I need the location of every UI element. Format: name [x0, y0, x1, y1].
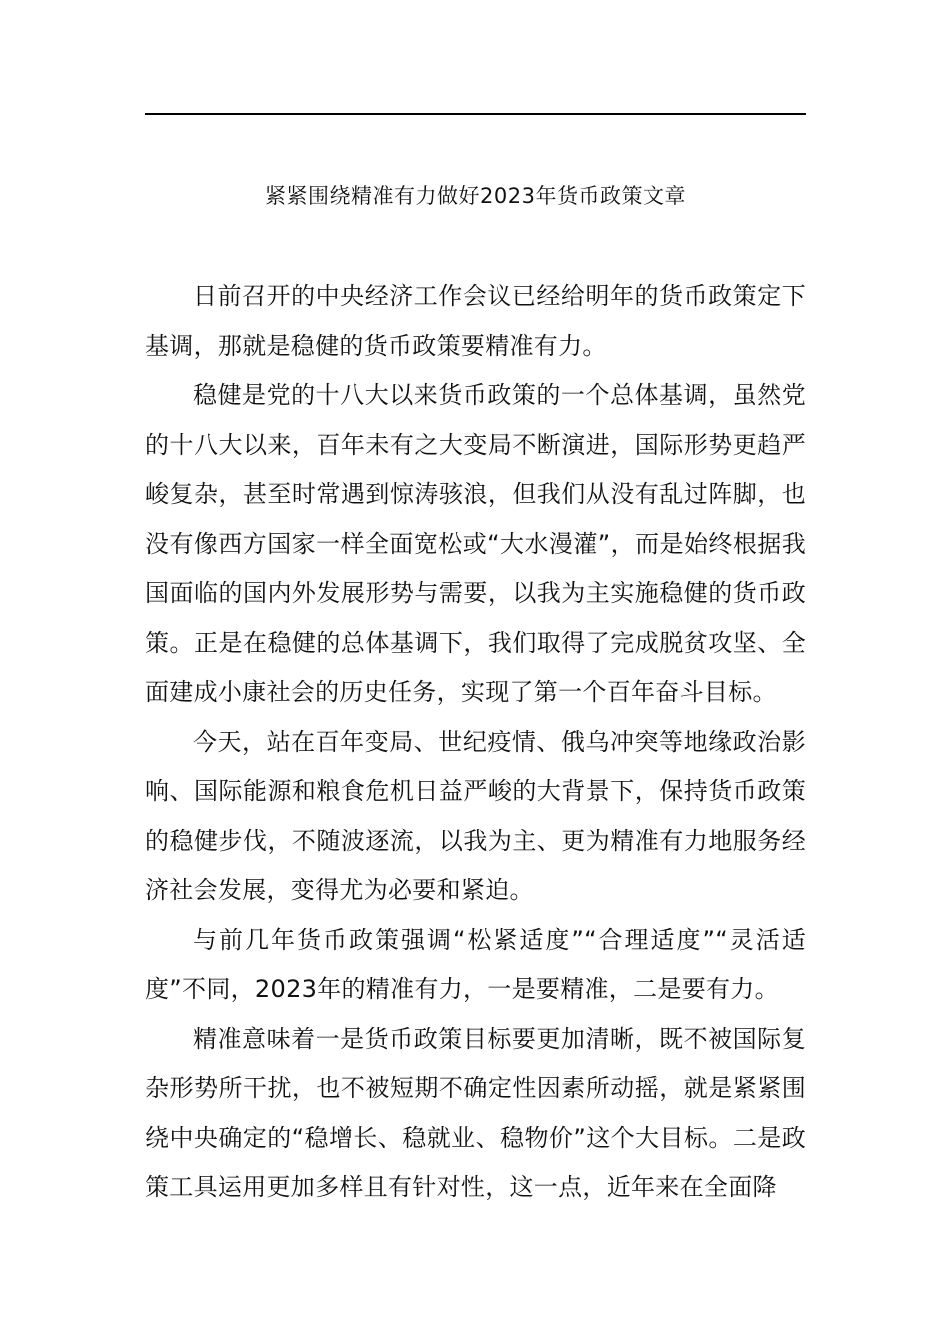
paragraph-4: 与前几年货币政策强调“松紧适度”“合理适度”“灵活适度”不同，2023年的精准有力，一是要精准，二是要有力。 [145, 925, 806, 1003]
paragraph-5: 精准意味着一是货币政策目标要更加清晰，既不被国际复杂形势所干扰，也不被短期不确定性因素所动摇，就是紧紧围绕中央确定的“稳增长、稳就业、稳物价”这个大目标。二是政策工具运用更加多样且有针对性，这一点，近年来在全面降 [145, 1024, 806, 1201]
header-rule [145, 113, 806, 115]
document-title: 紧紧围绕精准有力做好2023年货币政策文章 [265, 184, 686, 208]
paragraph-2: 稳健是党的十八大以来货币政策的一个总体基调，虽然党的十八大以来，百年未有之大变局不断演进，国际形势更趋严峻复杂，甚至时常遇到惊涛骇浪，但我们从没有乱过阵脚，也没有像西方国家一样全面宽松或“大水漫灌”，而是始终根据我国面临的国内外发展形势与需要，以我为主实施稳健的货币政策。正是在稳健的总体基调下，我们取得了完成脱贫攻坚、全面建成小康社会的历史任务，实现了第一个百年奋斗目标。 [145, 381, 806, 706]
document-body [145, 272, 806, 1213]
paragraph-3: 今天，站在百年变局、世纪疫情、俄乌冲突等地缘政治影响、国际能源和粮食危机日益严峻的大背景下，保持货币政策的稳健步伐，不随波逐流，以我为主、更为精准有力地服务经济社会发展，变得尤为必要和紧迫。 [145, 727, 806, 904]
paragraph-1: 日前召开的中央经济工作会议已经给明年的货币政策定下基调，那就是稳健的货币政策要精准有力。 [145, 282, 806, 360]
